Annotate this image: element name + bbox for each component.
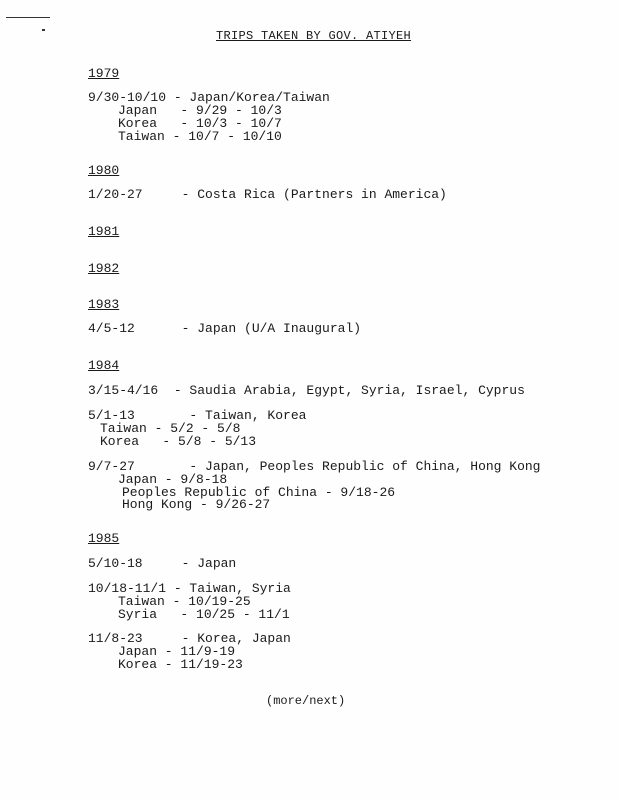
year-heading-1979: 1979: [88, 66, 120, 81]
trip-1984-c-japan: Japan - 9/8-18: [118, 472, 228, 487]
year-heading-1981: 1981: [88, 224, 120, 239]
trip-1980: 1/20-27 - Costa Rica (Partners in America): [88, 187, 447, 202]
footer-more-next: (more/next): [266, 694, 346, 708]
trip-1984-c-hk: Hong Kong - 9/26-27: [122, 497, 271, 512]
trip-1985-c: 11/8-23 - Korea, Japan: [88, 631, 291, 646]
scan-mark: [42, 29, 45, 31]
trip-1984-c-prc: Peoples Republic of China - 9/18-26: [122, 485, 396, 500]
trip-1979-taiwan: Taiwan - 10/7 - 10/10: [118, 129, 282, 144]
trip-1984-b-taiwan: Taiwan - 5/2 - 5/8: [100, 421, 241, 436]
document-title: TRIPS TAKEN BY GOV. ATIYEH: [216, 29, 412, 43]
trip-1985-a: 5/10-18 - Japan: [88, 556, 237, 571]
scan-mark: [6, 17, 50, 18]
trip-1985-b: 10/18-11/1 - Taiwan, Syria: [88, 581, 291, 596]
year-heading-1984: 1984: [88, 358, 120, 373]
trip-1979-korea: Korea - 10/3 - 10/7: [118, 116, 282, 131]
trip-1985-c-korea: Korea - 11/19-23: [118, 657, 243, 672]
trip-1984-c: 9/7-27 - Japan, Peoples Republic of China, Hong Kong: [88, 459, 541, 474]
trip-1984-a: 3/15-4/16 - Saudia Arabia, Egypt, Syria, Israel, Cyprus: [88, 383, 525, 398]
trip-1979: 9/30-10/10 - Japan/Korea/Taiwan: [88, 90, 330, 105]
year-heading-1983: 1983: [88, 297, 120, 312]
trip-1985-c-japan: Japan - 11/9-19: [118, 644, 236, 659]
year-heading-1985: 1985: [88, 531, 120, 546]
trip-1983: 4/5-12 - Japan (U/A Inaugural): [88, 321, 362, 336]
trip-1984-b-korea: Korea - 5/8 - 5/13: [100, 434, 257, 449]
trip-1985-b-syria: Syria - 10/25 - 11/1: [118, 607, 290, 622]
trip-1979-japan: Japan - 9/29 - 10/3: [118, 103, 282, 118]
year-heading-1982: 1982: [88, 261, 120, 276]
trip-1984-b: 5/1-13 - Taiwan, Korea: [88, 408, 307, 423]
trip-1985-b-taiwan: Taiwan - 10/19-25: [118, 594, 251, 609]
year-heading-1980: 1980: [88, 163, 120, 178]
